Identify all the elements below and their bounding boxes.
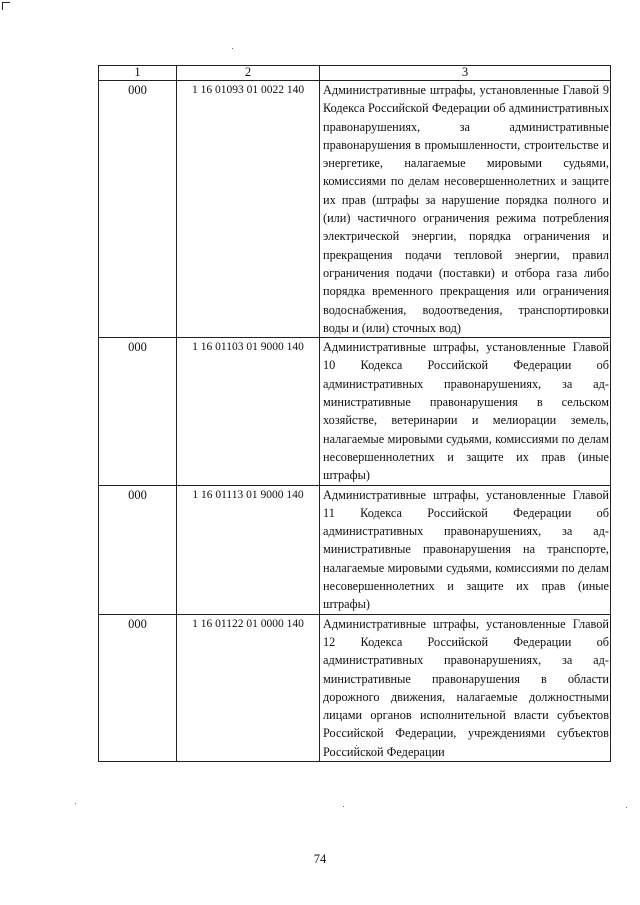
admin-code-cell: 000 <box>99 614 177 761</box>
budget-codes-table <box>98 65 611 762</box>
scan-speck <box>232 48 233 49</box>
table-row <box>99 614 611 761</box>
column-header-2: 2 <box>177 66 320 81</box>
kbk-code-cell: 1 16 01113 01 9000 140 <box>177 485 320 614</box>
kbk-code-cell: 1 16 01122 01 0000 140 <box>177 614 320 761</box>
description-text: Административные штрафы, установленные Главой 11 Кодекса Российской Федерации об административных правонарушениях, за административные правонарушения на транспорте, налагаемые мировыми судьями, комиссиями по делам несовершеннолетних и защите их прав (иные штрафы) <box>323 487 609 612</box>
description-cell <box>320 614 611 761</box>
description-cell <box>320 485 611 614</box>
admin-code-cell: 000 <box>99 485 177 614</box>
page-number: 74 <box>313 852 327 866</box>
admin-code-cell: 000 <box>99 338 177 485</box>
column-header-3: 3 <box>320 66 611 81</box>
description-text: Административные штрафы, установленные Главой 9 Кодекса Российской Федерации об административных правонарушениях, за административные правонарушения в промышленности, строительстве и энергетике, налагаемые мировыми судьями, комиссиями по делам несовершеннолетних и защите их прав (штрафы за нарушение порядка полного и (или) частичного ограничения режима потребления электрической энергии, порядка ограничения и прекращения подачи тепловой энергии, правил ограничения подачи (поставки) и отбора газа либо порядка временного прекращения или ограничения водоснабжения, водоотведения, транспортировки воды и (или) сточных вод) <box>323 83 609 335</box>
table-row <box>99 81 611 338</box>
kbk-code-cell: 1 16 01103 01 9000 140 <box>177 338 320 485</box>
scan-speck <box>626 807 627 808</box>
description-cell <box>320 338 611 485</box>
scan-speck <box>75 803 76 804</box>
description-text: Административные штрафы, установленные Главой 10 Кодекса Российской Федерации об административных правонарушениях, за административные правонарушения в сельском хозяйстве, ветеринарии и мелиорации земель, налагаемые мировыми судьями, комиссиями по делам несовершеннолетних и защите их прав (иные штрафы) <box>323 340 609 483</box>
kbk-code-cell: 1 16 01093 01 0022 140 <box>177 81 320 338</box>
description-text: Административные штрафы, установленные Главой 12 Кодекса Российской Федерации об административных правонарушениях, за административные правонарушения в области дорожного движения, налагаемые должностными лицами органов исполнительной власти субъектов Российской Федерации, учреждениями субъектов Российской Федерации <box>323 616 609 759</box>
column-header-1: 1 <box>99 66 177 81</box>
table-row <box>99 485 611 614</box>
table-row <box>99 338 611 485</box>
scan-speck <box>343 806 344 807</box>
table-header-row <box>99 66 611 81</box>
description-cell <box>320 81 611 338</box>
admin-code-cell: 000 <box>99 81 177 338</box>
scan-corner-mark <box>2 2 10 10</box>
